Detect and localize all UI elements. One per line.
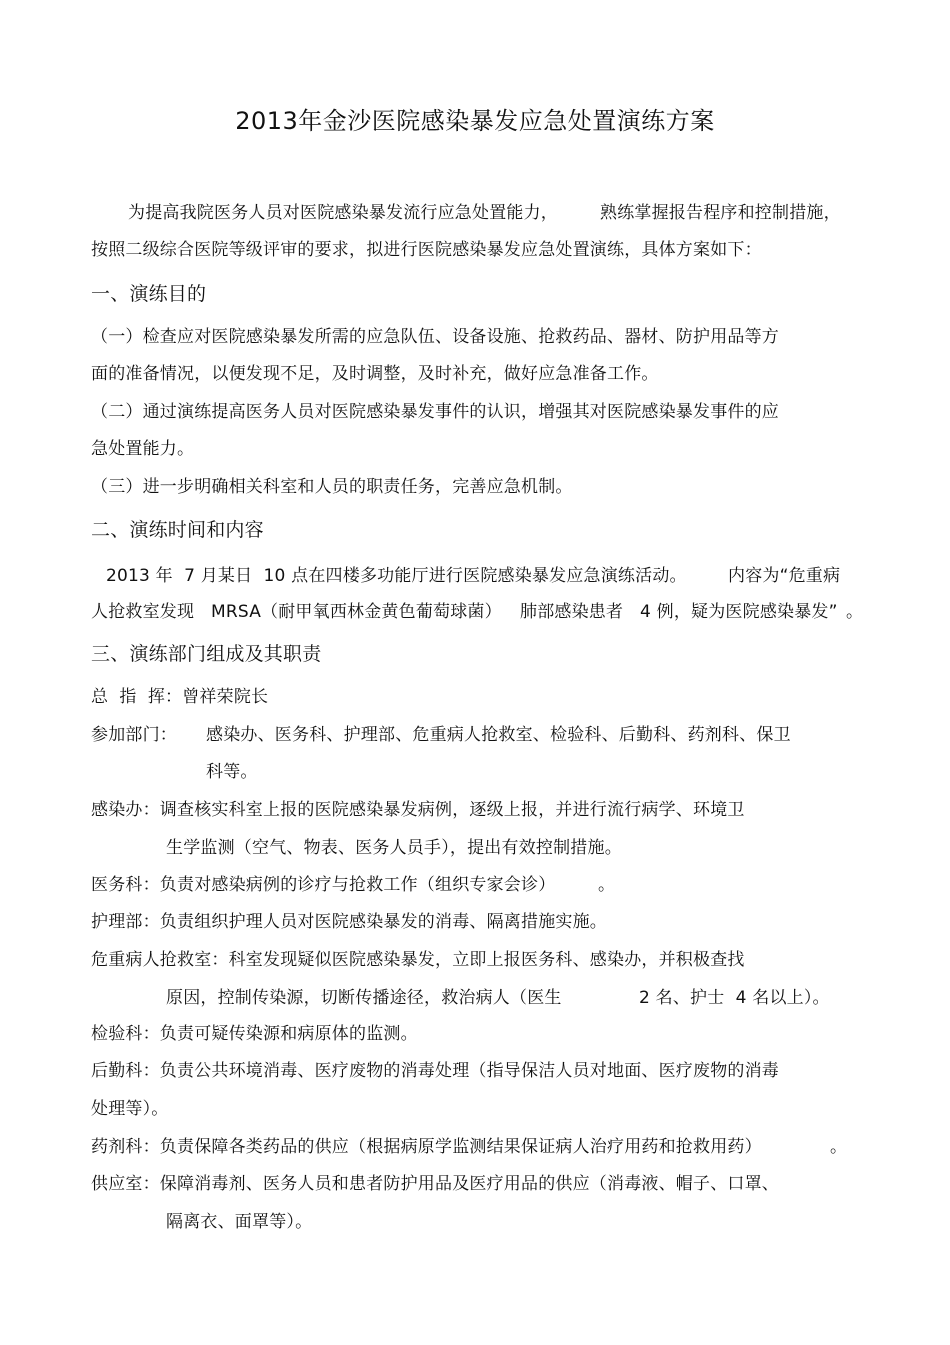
document-title: 2013年金沙医院感染暴发应急处置演练方案 — [235, 107, 715, 135]
icu-line-2b: 2 名、护士 4 名以上）。 — [639, 988, 830, 1008]
departments-label: 参加部门： — [91, 725, 177, 745]
section-2-line-2a: 人抢救室发现 MRSA（耐甲氧西林金黄色葡萄球菌） — [91, 602, 502, 622]
intro-line-1b: 熟练掌握报告程序和控制措施， — [600, 203, 841, 223]
section-2-line-1b: 内容为“危重病 — [728, 566, 841, 586]
section-1-item-2-line-1: （二）通过演练提高医务人员对医院感染暴发事件的认识，增强其对医院感染暴发事件的应 — [91, 402, 779, 422]
infection-office-line-2: 生学监测（空气、物表、医务人员手），提出有效控制措施。 — [166, 838, 622, 858]
section-1-heading: 一、演练目的 — [91, 283, 207, 305]
intro-line-2: 按照二级综合医院等级评审的要求，拟进行医院感染暴发应急处置演练，具体方案如下： — [91, 240, 762, 260]
logistics-line-2: 处理等）。 — [91, 1099, 169, 1119]
section-1-item-2-line-2: 急处置能力。 — [91, 439, 195, 459]
section-1-item-1-line-1: （一）检查应对医院感染暴发所需的应急队伍、设备设施、抢救药品、器材、防护用品等方 — [91, 327, 779, 347]
nursing-dept-line: 护理部：负责组织护理人员对医院感染暴发的消毒、隔离措施实施。 — [91, 912, 607, 932]
medical-dept-line-a: 医务科：负责对感染病例的诊疗与抢救工作（组织专家会诊） — [91, 875, 556, 895]
commander-line: 总 指 挥：曾祥荣院长 — [91, 687, 269, 707]
section-3-heading: 三、演练部门组成及其职责 — [91, 643, 322, 665]
lab-dept-line: 检验科：负责可疑传染源和病原体的监测。 — [91, 1024, 418, 1044]
icu-line-1: 危重病人抢救室：科室发现疑似医院感染暴发，立即上报医务科、感染办，并积极查找 — [91, 950, 745, 970]
departments-line-2: 科等。 — [206, 762, 258, 782]
section-1-item-3-line-1: （三）进一步明确相关科室和人员的职责任务，完善应急机制。 — [91, 477, 573, 497]
medical-dept-line-b: 。 — [598, 875, 616, 895]
section-2-line-2c: 。 — [846, 602, 864, 622]
logistics-line-1: 后勤科：负责公共环境消毒、医疗废物的消毒处理（指导保洁人员对地面、医疗废物的消毒 — [91, 1061, 779, 1081]
icu-line-2a: 原因，控制传染源，切断传播途径，救治病人（医生 — [166, 988, 562, 1008]
intro-line-1a: 为提高我院医务人员对医院感染暴发流行应急处置能力， — [128, 203, 558, 223]
section-2-heading: 二、演练时间和内容 — [91, 519, 264, 541]
section-2-line-1a: 2013 年 7 月某日 10 点在四楼多功能厅进行医院感染暴发应急演练活动。 — [106, 566, 687, 586]
section-2-line-2b: 肺部感染患者 4 例，疑为医院感染暴发” — [520, 602, 838, 622]
section-1-item-1-line-2: 面的准备情况，以便发现不足，及时调整，及时补充，做好应急准备工作。 — [91, 364, 659, 384]
supply-room-line-1: 供应室：保障消毒剂、医务人员和患者防护用品及医疗用品的供应（消毒液、帽子、口罩、 — [91, 1174, 779, 1194]
pharmacy-line-b: 。 — [830, 1137, 848, 1157]
supply-room-line-2: 隔离衣、面罩等）。 — [166, 1212, 313, 1232]
departments-line-1: 感染办、医务科、护理部、危重病人抢救室、检验科、后勤科、药剂科、保卫 — [206, 725, 791, 745]
infection-office-line-1: 感染办：调查核实科室上报的医院感染暴发病例，逐级上报，并进行流行病学、环境卫 — [91, 800, 745, 820]
pharmacy-line-a: 药剂科：负责保障各类药品的供应（根据病原学监测结果保证病人治疗用药和抢救用药） — [91, 1137, 762, 1157]
